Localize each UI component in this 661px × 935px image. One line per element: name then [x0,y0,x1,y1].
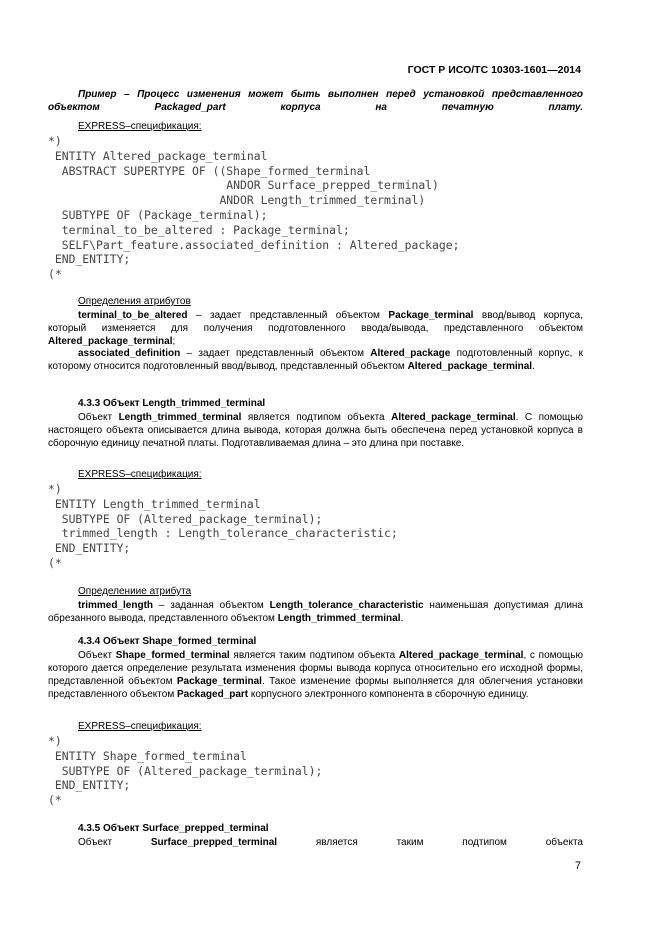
text: . С помощью настоящего объекта описывается длина вывода, которая должна быть обеспечена перед установкой корпуса в сборочную единицу печатной платы. Подготавливаемая длина – это длина при поставке. [48,412,583,449]
attr-def-trimmed-length [48,599,583,625]
text: – заданная объектом [153,600,270,611]
page-number: 7 [574,860,581,872]
entity-ref: Altered_package [370,348,451,359]
express-code-block-1: *) ENTITY Altered_package_terminal ABSTRACT SUPERTYPE OF ((Shape_formed_terminal ANDOR Surface_prepped_terminal) ANDOR Length_trimmed_terminal) SUBTYPE OF (Package_terminal); terminal_to_be_altered : Package_terminal; SELF\Part_feature.associated_definition : Altered_package; END_ENTITY; (* [48,134,460,282]
entity-ref: Altered_package_terminal [398,650,524,661]
attr-def-terminal-to-be-altered [48,309,583,348]
text: – задает представленный объектом [187,310,389,321]
document-header: ГОСТ Р ИСО/ТС 10303-1601—2014 [407,64,581,76]
attribute-definition-label: Определениие атрибута [78,586,192,597]
text: Объект [78,412,119,423]
section-4-3-5-paragraph [48,836,583,849]
text: является таким подтипом объекта [229,650,399,661]
entity-ref: Packaged_part [176,689,249,700]
text: корпусного электронного компонента в сборочную единицу. [248,689,529,700]
section-4-3-5-heading: 4.3.5 Объект Surface_prepped_terminal [78,823,269,834]
entity-ref: Package_terminal [176,676,262,687]
entity-ref: Length_trimmed_terminal [277,613,401,624]
text: . Такое изменение формы выполняется для облегчения установки представленного объектом [48,676,583,700]
text: , с помощью которого дается определение результата изменения формы вывода корпуса относительно его исходной формы, представленной объектом [48,650,583,687]
text: Объект [78,650,116,661]
express-spec-label-1: EXPRESS–спецификация: [78,121,202,132]
entity-ref: Altered_package_terminal [407,361,533,372]
attribute-definitions-label: Определения атрибутов [78,296,191,307]
text: является подтипом объекта [241,412,392,423]
example-paragraph: Пример – Процесс изменения может быть выполнен перед установкой представленного объектом Packaged_part корпуса на печатную плату. [48,89,583,113]
entity-ref: Altered_package_terminal [391,412,516,423]
section-4-3-3-heading: 4.3.3 Объект Length_trimmed_terminal [78,398,266,409]
entity-ref: Length_trimmed_terminal [118,412,242,423]
entity-ref: Shape_formed_terminal [115,650,230,661]
text: ; [172,336,176,347]
express-spec-label-3: EXPRESS–спецификация: [78,721,202,732]
text: наименьшая допустимая длина обрезанного вывода, представленного объектом [48,600,583,624]
section-4-3-4-paragraph [48,649,583,701]
text: . [532,361,535,372]
text: Объект [78,837,151,848]
attr-name: terminal_to_be_altered [78,310,188,321]
section-4-3-3-paragraph [48,411,583,450]
express-spec-label-2: EXPRESS–спецификация: [78,469,202,480]
section-4-3-4-heading: 4.3.4 Объект Shape_formed_terminal [78,636,257,647]
text: . [400,613,404,624]
express-code-block-3: *) ENTITY Shape_formed_terminal SUBTYPE OF (Altered_package_terminal); END_ENTITY; (* [48,734,323,808]
text: подготовленный корпус, к которому относится подготовленный ввод/вывод, представленный объектом [48,348,583,372]
text: ввод/вывод корпуса, который изменяется для получения подготовленного ввода/вывода, представленного объектом [48,310,584,334]
text: – задает представленный объектом [180,348,371,359]
text: является таким подтипом объекта [277,837,583,848]
attr-def-associated-definition [48,347,583,373]
entity-ref: Altered_package_terminal [48,336,173,347]
entity-ref: Surface_prepped_terminal [150,837,278,848]
express-code-block-2: *) ENTITY Length_trimmed_terminal SUBTYPE OF (Altered_package_terminal); trimmed_length : Length_tolerance_characteristic; END_ENTITY; (* [48,482,398,570]
attr-name: trimmed_length [78,600,154,611]
entity-ref: Package_terminal [388,310,474,321]
attr-name: associated_definition [78,348,181,359]
entity-ref: Length_tolerance_characteristic [269,600,424,611]
